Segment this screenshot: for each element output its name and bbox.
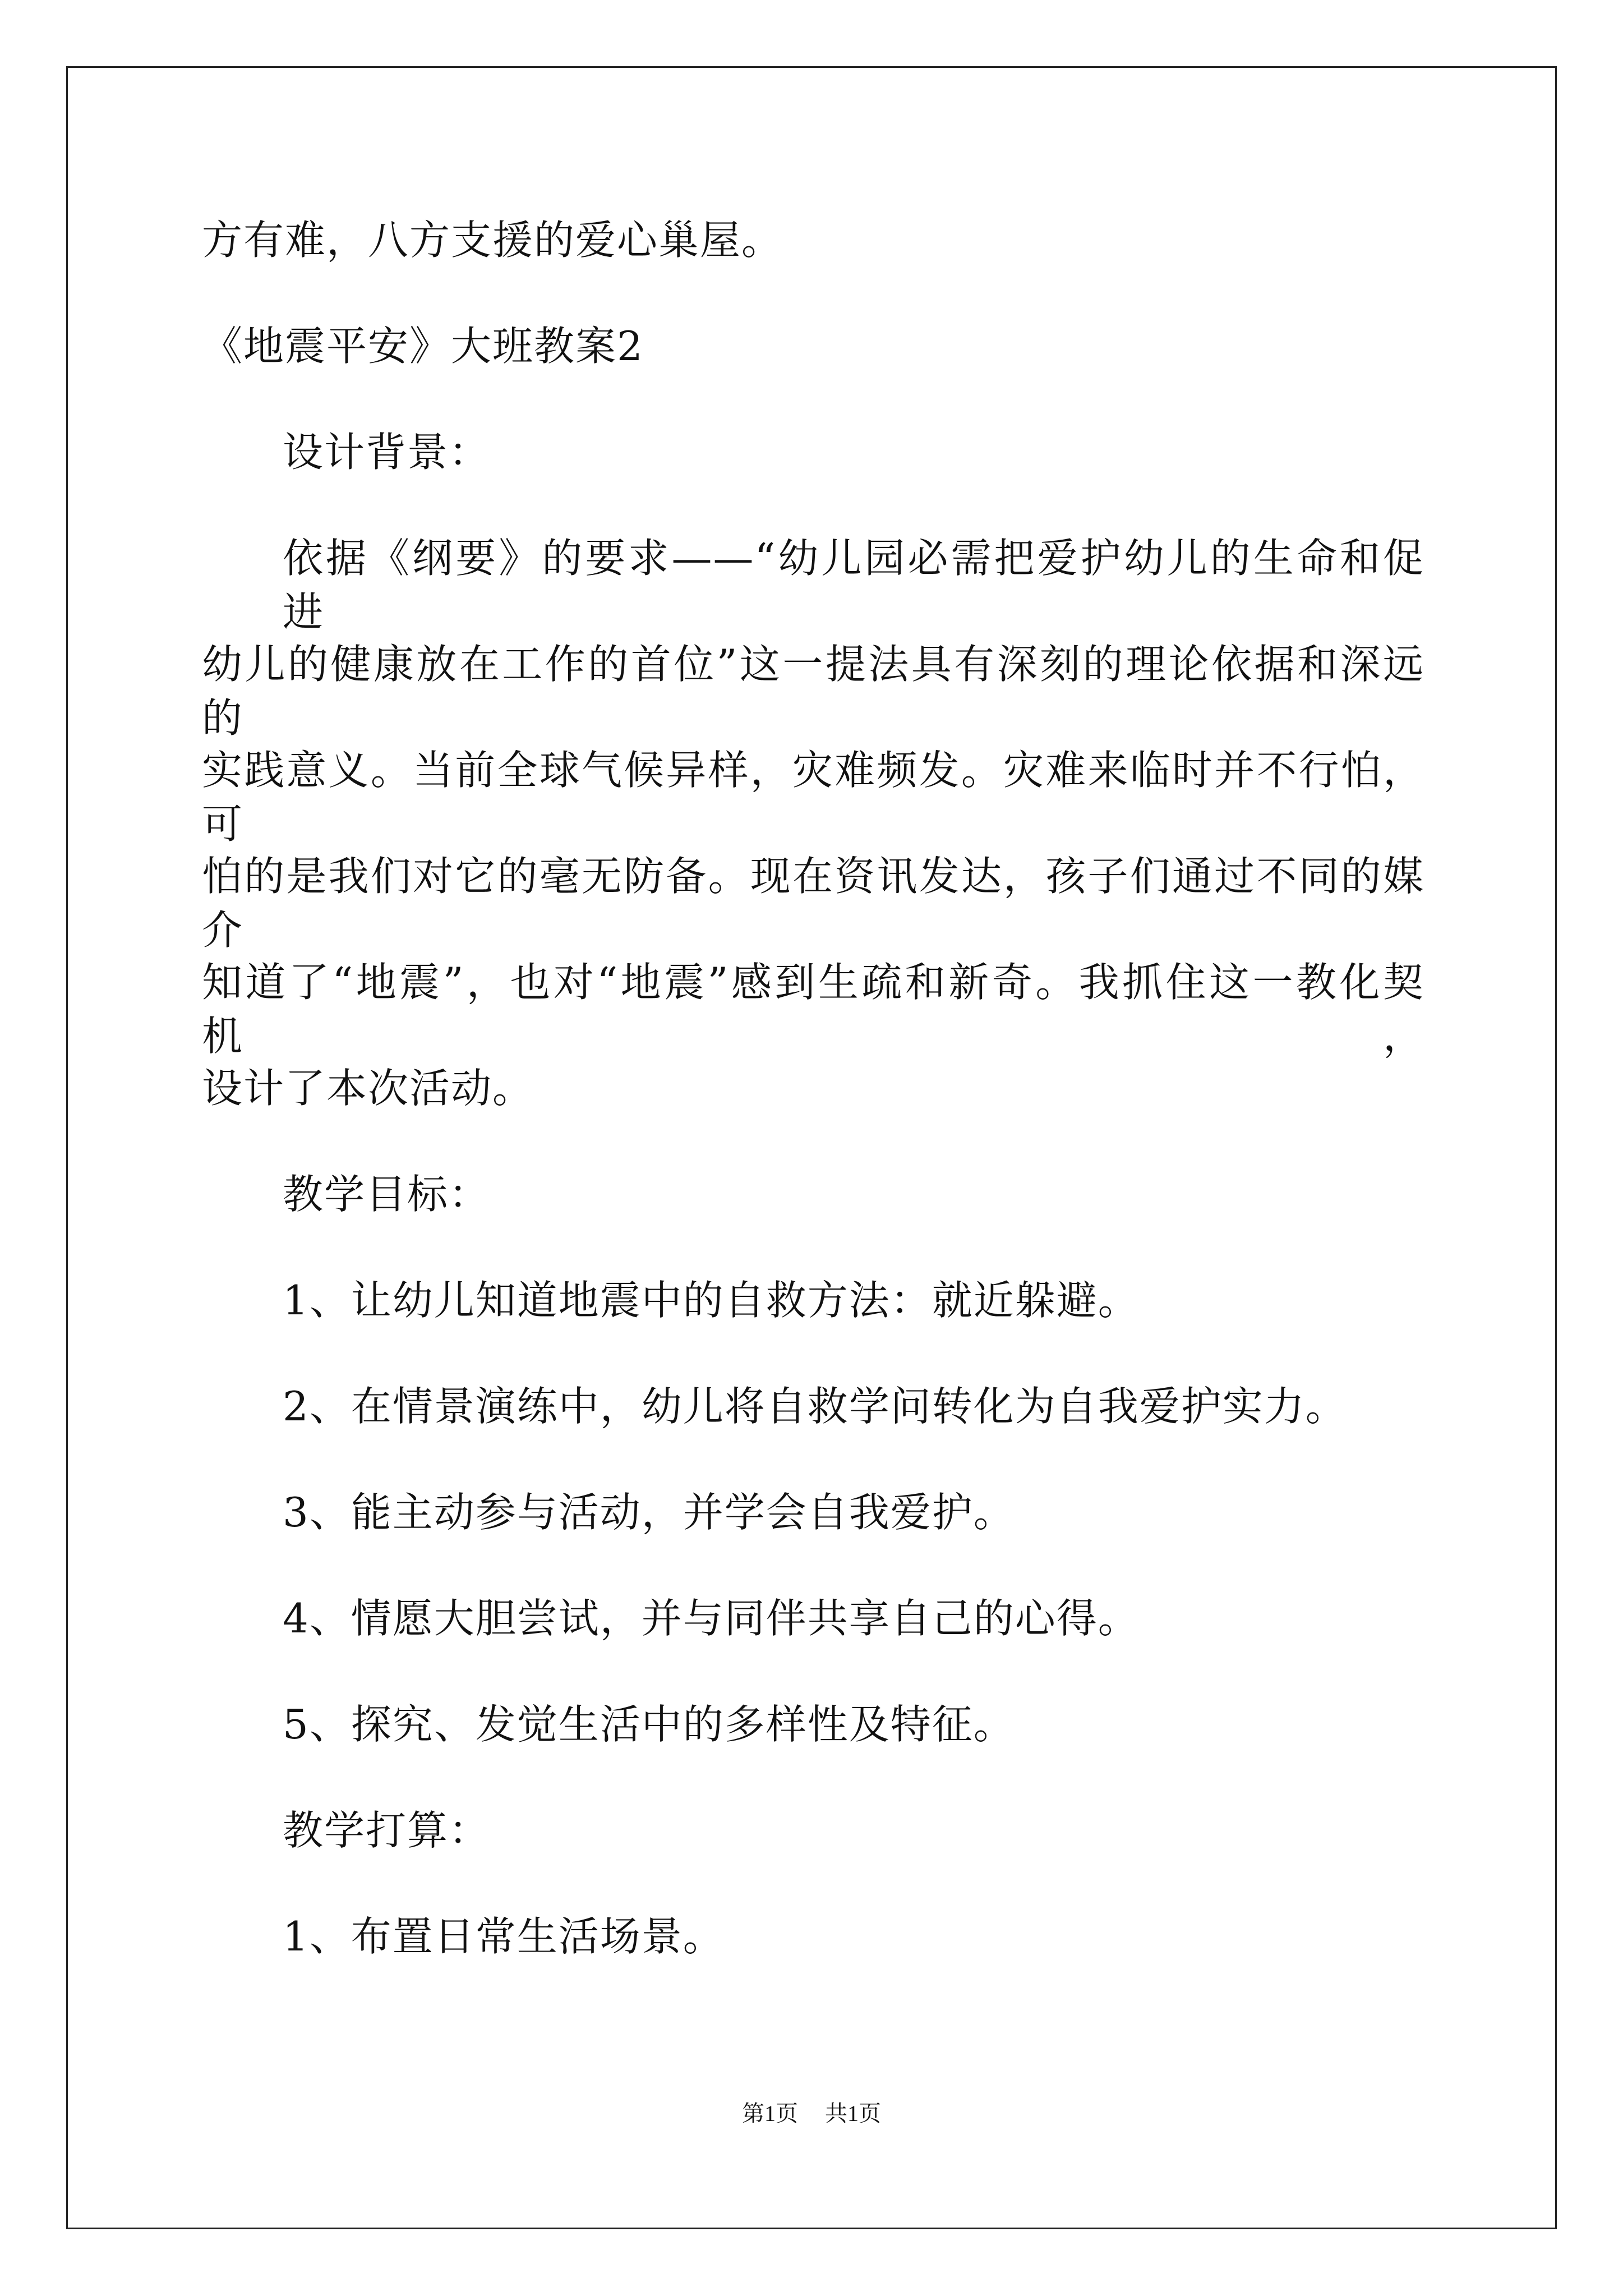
body-text-line: 设计了本次活动。 [202,1065,534,1112]
body-text-line: 依据《纲要》的要求——“幼儿园必需把爱护幼儿的生命和促进 [283,535,1424,636]
list-item: 3、能主动参与活动，并学会自我爱护。 [283,1489,1015,1536]
heading-teaching-goals: 教学目标： [283,1171,491,1218]
list-item: 4、情愿大胆尝试，并与同伴共享自己的心得。 [283,1595,1140,1642]
list-item: 2、在情景演练中，幼儿将自救学问转化为自我爱护实力。 [283,1383,1347,1430]
heading-design-background: 设计背景： [283,429,491,476]
body-text-line: 幼儿的健康放在工作的首位”这一提法具有深刻的理论依据和深远的 [202,641,1424,742]
section-title: 《地震平安》大班教案2 [202,323,644,370]
body-text-line: 知道了“地震”，也对“地震”感到生疏和新奇。我抓住这一教化契机， [202,959,1424,1060]
body-text-line: 怕的是我们对它的毫无防备。现在资讯发达，孩子们通过不同的媒介 [202,853,1424,954]
list-item: 1、布置日常生活场景。 [283,1913,725,1960]
list-item: 5、探究、发觉生活中的多样性及特征。 [283,1701,1015,1748]
page-number: 第1页 [742,2101,798,2126]
list-item: 1、让幼儿知道地震中的自救方法：就近躲避。 [283,1277,1140,1324]
page-footer [0,2097,1623,2131]
body-text-line: 实践意义。当前全球气候异样，灾难频发。灾难来临时并不行怕，可 [202,747,1424,848]
paragraph-continuation: 方有难，八方支援的爱心巢屋。 [202,217,783,264]
page-total: 共1页 [825,2101,881,2126]
heading-teaching-preparation: 教学打算： [283,1807,491,1854]
document-body [202,213,1424,2016]
